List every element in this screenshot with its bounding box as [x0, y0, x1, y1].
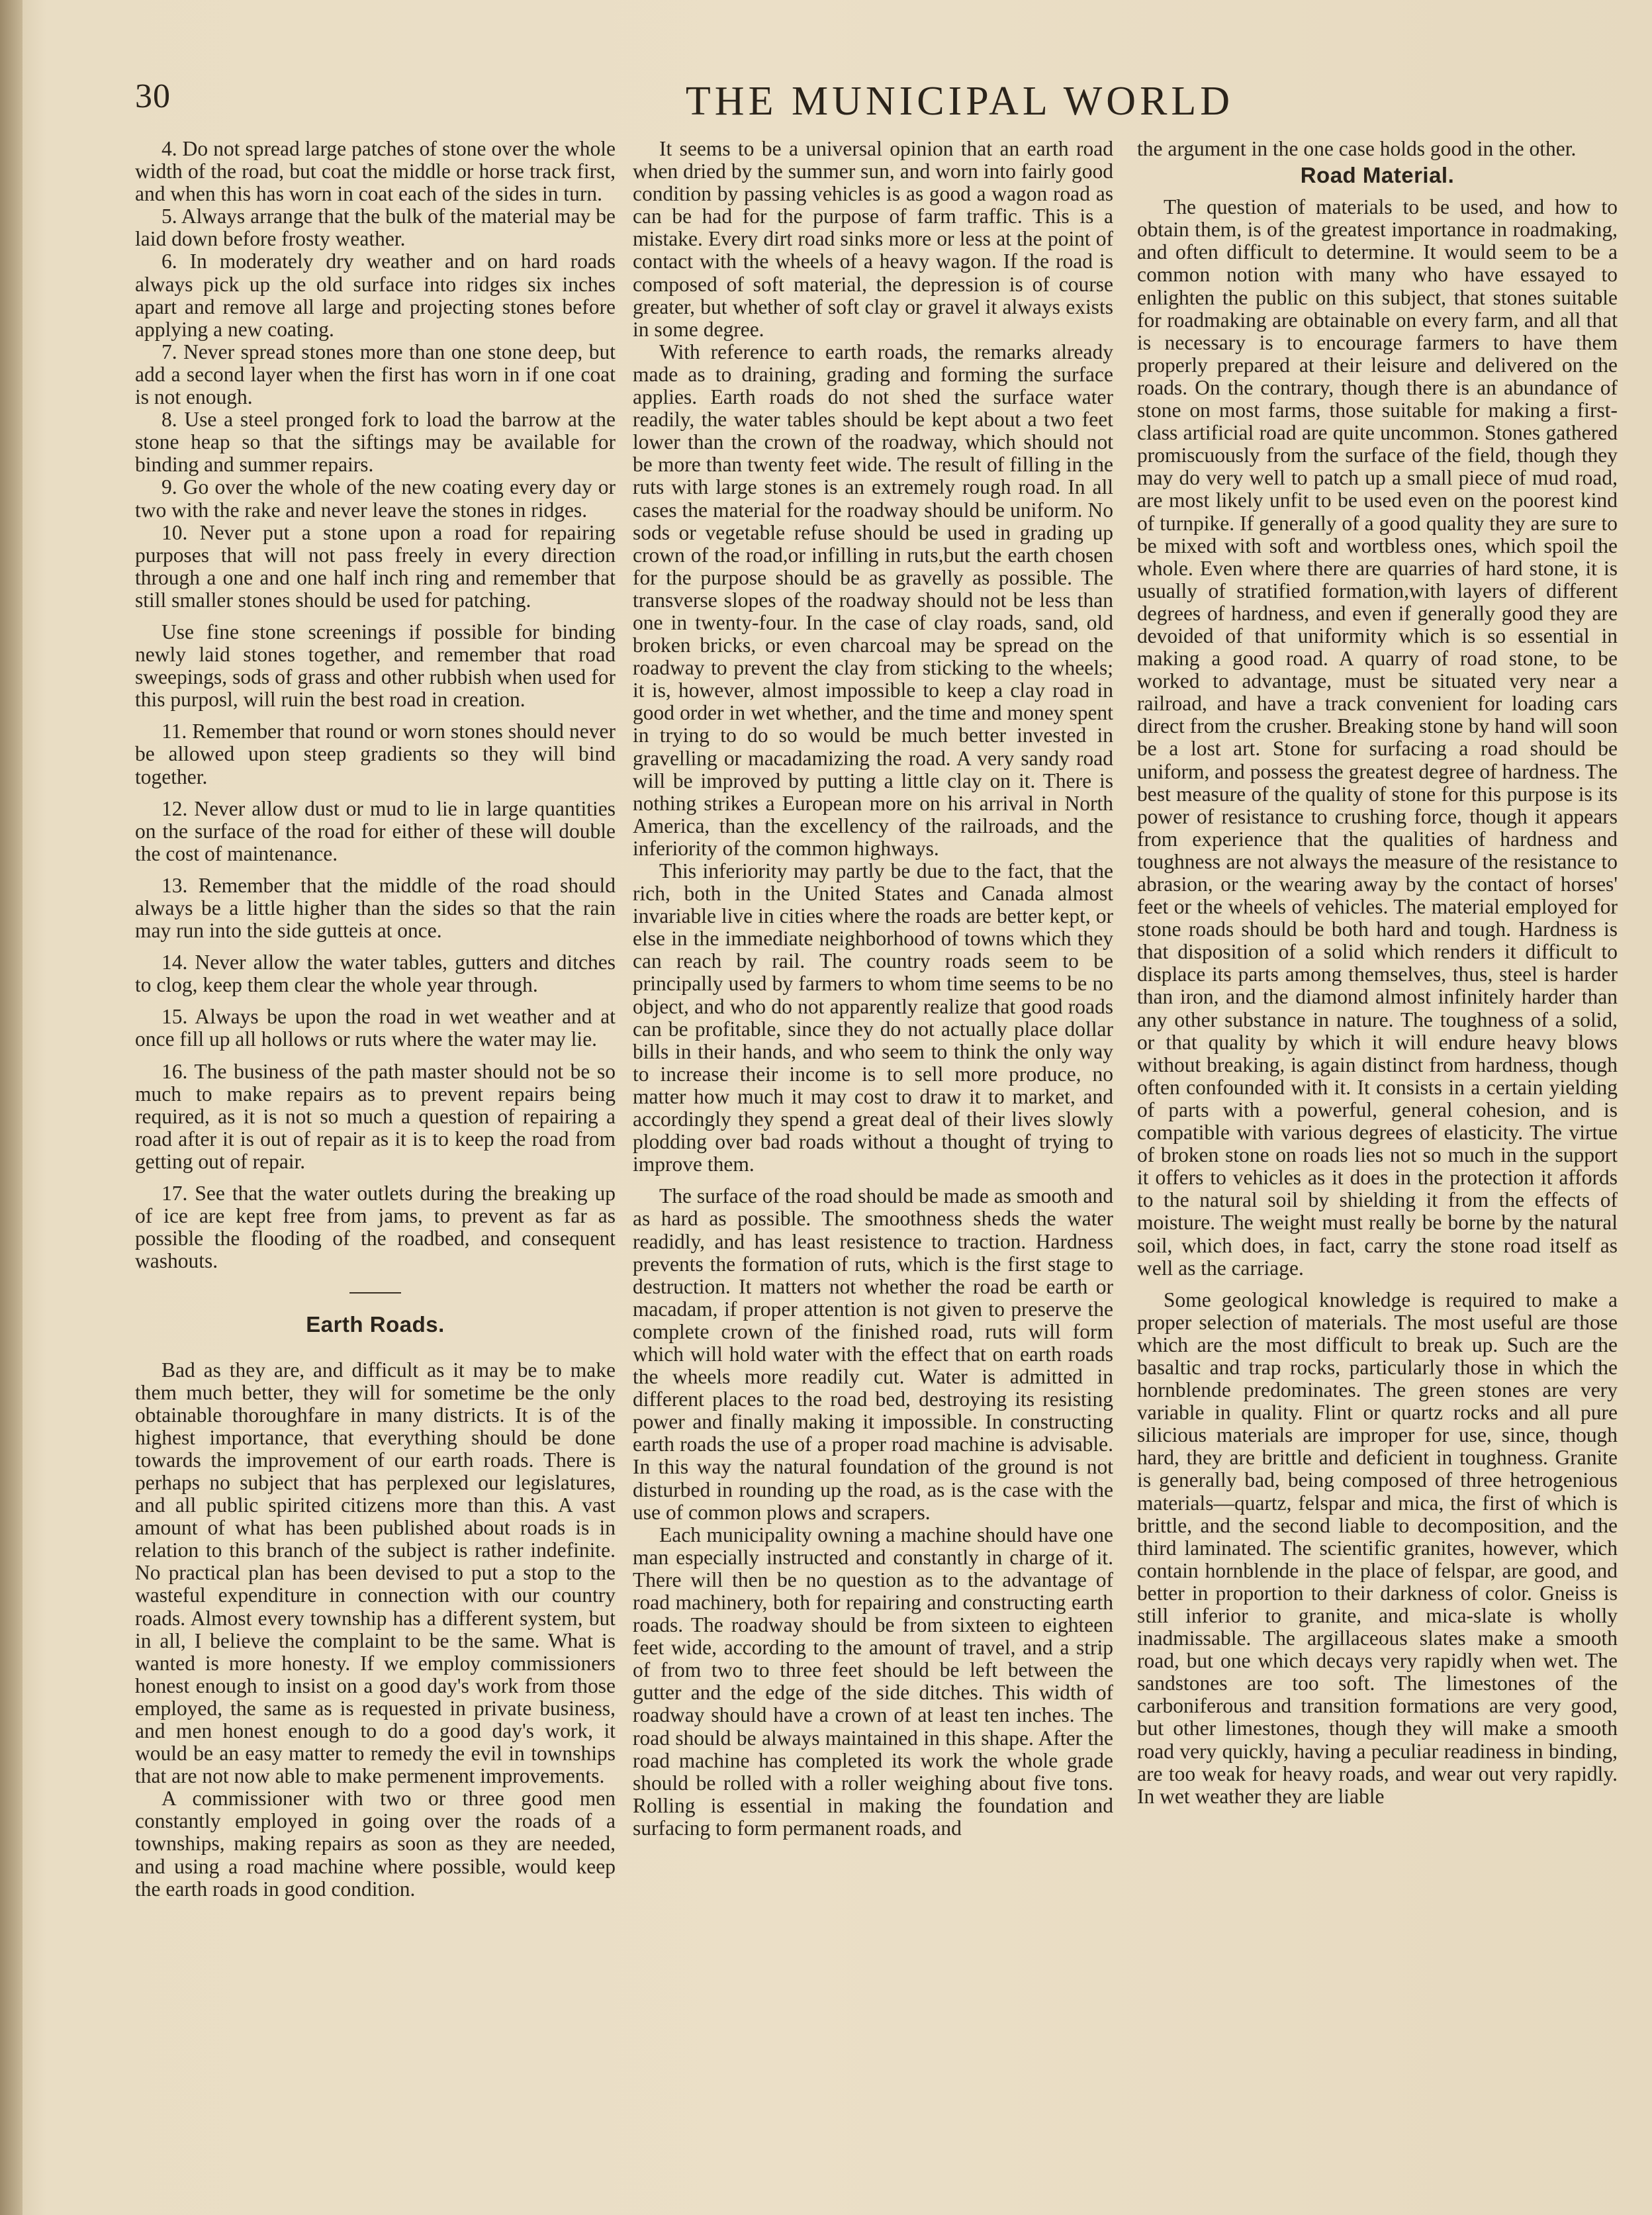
rule-12-paragraph: 12. Never allow dust or mud to lie in large quantities on the surface of the road for either of these will double the cost of maintenance.	[135, 796, 616, 865]
section-heading-road-material: Road Material.	[1300, 163, 1455, 188]
rule-16-paragraph: 16. The business of the path master should not be so much to make repairs as to prevent repairs being required, as it is not so much a question of repairing a road after it is out of repair as it is to keep the road from getting out of repair.	[135, 1059, 616, 1173]
road-surface-paragraph: The surface of the road should be made as smooth and as hard as possible. The smoothness sheds the water readidly, and has least resistence to traction. Hardness prevents the formation of ruts, which is the first stage to destruction. It matters not whether the road be earth or macadam, if proper attention is not given to preserve the complete crown of the finished road, ruts will form which will hold water with the effect that on earth roads the wheels more readily cut. Water is admitted in different places to the road bed, destroying its resisting power and finally making it impossible. In constructing earth roads the use of a proper road machine is advisable. In this way the natural foundation of the ground is not disturbed in rounding up the road, as is the case with the use of common plows and scrapers.	[633, 1184, 1113, 1524]
universal-opinion-paragraph: It seems to be a universal opinion that an earth road when dried by the summer sun, and worn into fairly good condition by passing vehicles is as good a wagon road as can be had for the purpose of farm traffic. This is a mistake. Every dirt road sinks more or less at the point of contact with the wheels of a heavy wagon. If the road is composed of soft material, the depression is of course greater, but whether of soft clay or gravel it always exists in some degree.	[633, 138, 1113, 341]
rule-8-paragraph: 8. Use a steel pronged fork to load the barrow at the stone heap so that the siftings may be available for binding and summer repairs.	[135, 408, 616, 477]
continuation-paragraph: the argument in the one case holds good in the other.	[1137, 138, 1577, 160]
rule-4-paragraph: 4. Do not spread large patches of stone over the whole width of the road, but coat the middle or horse track first, and when this has worn in coat each of the sides in turn.	[135, 138, 616, 206]
column-1	[135, 138, 616, 2163]
rule-7-paragraph: 7. Never spread stones more than one stone deep, but add a second layer when the first has worn in if one coat is not enough.	[135, 340, 616, 409]
section-heading-earth-roads: Earth Roads.	[306, 1312, 445, 1337]
rule-17-paragraph: 17. See that the water outlets during the breaking up of ice are kept free from jams, to prevent as far as possible the flooding of the roadbed, and consequent washouts.	[135, 1182, 616, 1273]
column-3	[1137, 138, 1618, 2163]
road-machine-paragraph: Each municipality owning a machine should have one man especially instructed and constantly in charge of it. There will then be no question as to the advantage of road machinery, both for repairing and constructing earth roads. The roadway should be from sixteen to eighteen feet wide, according to the amount of travel, and a strip of from two to three feet should be left between the gutter and the edge of the side ditches. This width of roadway should have a crown of at least ten inches. The road should be always maintained in this shape. After the road machine has completed its work the whole grade should be rolled with a roller weighing about five tons. Rolling is essential in making the foundation and surfacing to form permanent roads, and	[633, 1523, 1113, 1840]
page-binding-edge	[0, 0, 23, 2215]
road-material-paragraph-2: Some geological knowledge is required to make a proper selection of materials. The most useful are those which are the most difficult to break up. Such are the basaltic and trap rocks, particularly those in which the hornblende predominates. The green stones are very variable in quality. Flint or quartz rocks and all pure silicious materials are improper for use, since, though hard, they are brittle and deficient in toughness. Granite is generally bad, being composed of three hetrogenious materials—quartz, felspar and mica, the first of which is brittle, and the second liable to decomposition, and the third laminated. The scientific granites, however, which contain hornblende in the place of felspar, are good, and better in proportion to their darkness of color. Gneiss is still inferior to granite, and mica-slate is wholly inadmissable. The argillaceous slates make a smooth road, but one which decays very rapidly when wet. The sandstones are too soft. The limestones of the carboniferous and transition formations are very good, but other limestones, though they will make a smooth road very quickly, having a peculiar readiness in binding, are too weak for heavy roads, and wear out very rapidly. In wet weather they are liable	[1137, 1288, 1618, 1808]
column-2	[633, 138, 1113, 2163]
screenings-paragraph: Use fine stone screenings if possible for binding newly laid stones together, and remember that road sweepings, sods of grass and other rubbish when used for this purposl, will ruin the best road in creation.	[135, 620, 616, 712]
page-header	[126, 71, 1615, 138]
earth-roads-paragraph-2: A commissioner with two or three good men constantly employed in going over the roads of a townships, making repairs as soon as they are needed, and using a road machine where possible, would keep the earth roads in good condition.	[135, 1787, 616, 1901]
rule-10-paragraph: 10. Never put a stone upon a road for repairing purposes that will not pass freely in every direction through a one and one half inch ring and remember that still smaller stones should be used for patching.	[135, 520, 616, 612]
rule-6-paragraph: 6. In moderately dry weather and on hard roads always pick up the old surface into ridges six inches apart and remove all large and projecting stones before applying a new coating.	[135, 250, 616, 341]
masthead-title: THE MUNICIPAL WORLD	[685, 79, 1234, 124]
rule-5-paragraph: 5. Always arrange that the bulk of the material may be laid down before frosty weather.	[135, 205, 616, 251]
rule-15-paragraph: 15. Always be upon the road in wet weather and at once fill up all hollows or ruts where the water may lie.	[135, 1005, 616, 1051]
rule-11-paragraph: 11. Remember that round or worn stones should never be allowed upon steep gradients so they will bind together.	[135, 720, 616, 788]
page-number: 30	[135, 77, 171, 115]
section-divider	[349, 1292, 401, 1294]
rule-14-paragraph: 14. Never allow the water tables, gutters and ditches to clog, keep them clear the whole year through.	[135, 951, 616, 997]
rule-13-paragraph: 13. Remember that the middle of the road should always be a little higher than the sides so that the rain may run into the side gutteis at once.	[135, 873, 616, 943]
inferiority-paragraph: This inferiority may partly be due to the fact, that the rich, both in the United States and Canada almost invariable live in cities where the roads are better kept, or else in the immediate neighborhood of towns which they can reach by rail. The country roads seem to be principally used by farmers to whom time seems to be no object, and who do not apparently realize that good roads can be profitable, since they do not actually place dollar bills in their hands, and who seem to think the only way to increase their income is to sell more produce, no matter how much it may cost to draw it to market, and accordingly they spend a great deal of their lives slowly plodding over bad roads without a thought of trying to improve them.	[633, 859, 1113, 1176]
earth-roads-paragraph-1: Bad as they are, and difficult as it may be to make them much better, they will for sometime be the only obtainable thoroughfare in many districts. It is of the highest importance, that everything should be done towards the improvement of our earth roads. There is perhaps no subject that has perplexed our legislatures, and all public spirited citizens more than this. A vast amount of what has been published about roads is in relation to this branch of the subject is rather indefinite. No practical plan has been devised to put a stop to the wasteful expenditure in connection with our country roads. Almost every township has a different system, but in all, I believe the complaint to be the same. What is wanted is more honesty. If we employ commissioners honest enough to insist on a good day's work from those employed, the same as is requested in private business, and men honest enough to do a good day's work, it would be an easy matter to remedy the evil in townships that are not now able to make permenent improvements.	[135, 1358, 616, 1788]
road-material-paragraph-1: The question of materials to be used, and how to obtain them, is of the greatest importance in roadmaking, and often difficult to determine. It would seem to be a common notion with many who have essayed to enlighten the public on this subject, that stones suitable for roadmaking are obtainable on every farm, and all that is necessary is to encourage farmers to have them properly prepared at their leisure and delivered on the roads. On the contrary, though there is an abundance of stone on most farms, those suitable for making a first-class artificial road are quite uncommon. Stones gathered promiscuously from the surface of the field, though they may do very well to patch up a small piece of mud road, are most likely unfit to be used even on the poorest kind of turnpike. If generally of a good quality they are sure to be mixed with soft and wortbless ones, which spoil the whole. Even where there are quarries of hard stone, it is usually of stratified formation,with layers of different degrees of hardness, and even if generally good they are devoided of that uniformity which is so essential in making a good road. A quarry of road stone, to be worked to advantage, must be situated very near a railroad, and have a track convenient for loading cars direct from the crusher. Breaking stone by hand will soon be a lost art. Stone for surfacing a road should be uniform, and possess the greatest degree of hardness. The best measure of the quality of stone for this purpose is its power of resistance to crushing force, though it appears from experience that the qualities of hardness and toughness are not always the measure of the resistance to abrasion, or the wearing away by the contact of horses' feet or the wheels of vehicles. The material employed for stone roads should be both hard and tough. Hardness is that disposition of a solid which renders it difficult to displace its parts among themselves, thus, steel is harder than iron, and the diamond almost infinitely harder than any other substance in nature. The toughness of a solid, or that quality by which it will endure heavy blows without breaking, is again distinct from hardness, though often confounded with it. It consists in a certain yielding of parts with a powerful, general cohesion, and is compatible with various degrees of elasticity. The virtue of broken stone on roads lies not so much in the support it offers to vehicles as it does in the protection it affords to the natural soil by shielding it from the effects of moisture. The weight must really be borne by the natural soil, which does, in fact, carry the stone road itself as well as the carriage.	[1137, 195, 1618, 1280]
rule-9-paragraph: 9. Go over the whole of the new coating every day or two with the rake and never leave the stones in ridges.	[135, 475, 616, 522]
earth-roads-reference-paragraph: With reference to earth roads, the remarks already made as to draining, grading and forming the surface applies. Earth roads do not shed the surface water readily, the water tables should be kept about a two feet lower than the crown of the roadway, which should not be more than twenty feet wide. The result of filling in the ruts with large stones is an extremely rough road. In all cases the material for the roadway should be uniform. No sods or vegetable refuse should be used in grading up crown of the road,or infilling in ruts,but the earth chosen for the purpose should be as gravelly as possible. The transverse slopes of the roadway should not be less than one in twenty-four. In the case of clay roads, sand, old broken bricks, or even charcoal may be spread on the roadway to prevent the clay from sticking to the wheels; it is, however, almost impossible to keep a clay road in good order in wet whether, and the time and money spent in trying to do so would be much better invested in gravelling or macadamizing the road. A very sandy road will be improved by putting a little clay on it. There is nothing strikes a European more on his arrival in North America, than the excellency of the railroads, and the inferiority of the common highways.	[633, 340, 1113, 860]
